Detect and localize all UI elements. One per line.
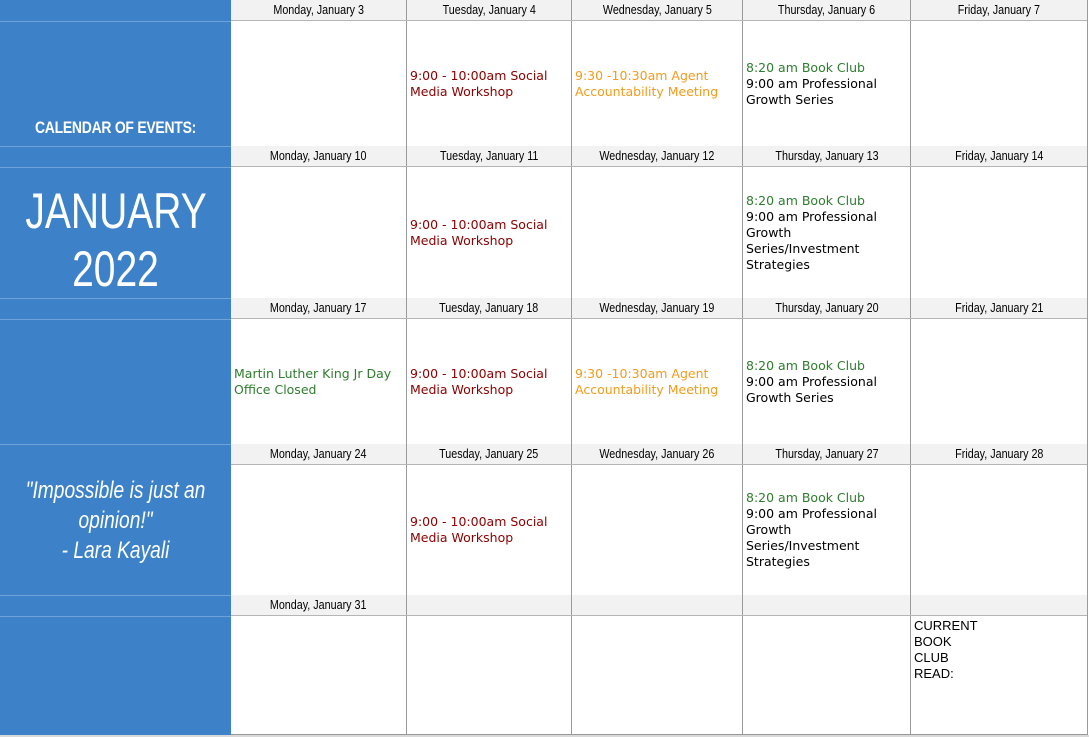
sidebar-row-divider — [0, 444, 231, 445]
day-header-tuesday — [407, 298, 572, 318]
day-cell-friday[interactable] — [911, 21, 1087, 146]
event-entry: 8:20 am Book Club — [746, 192, 865, 208]
week-header-row — [231, 444, 1087, 465]
day-cell-thursday[interactable] — [743, 167, 911, 298]
week-body-row — [231, 465, 1087, 596]
day-header-thursday — [743, 298, 911, 318]
sidebar-row-divider — [0, 595, 231, 596]
week-header-row — [231, 298, 1087, 319]
day-header-monday — [231, 444, 407, 464]
day-header-wednesday — [572, 298, 743, 318]
day-cell-tuesday[interactable] — [407, 319, 572, 444]
quote-line-1: "Impossible is just an — [25, 477, 206, 504]
sidebar-row-divider — [0, 319, 231, 320]
day-header-tuesday — [407, 444, 572, 464]
day-cell-monday[interactable] — [231, 465, 407, 595]
day-header-monday — [231, 298, 407, 318]
week-header-row — [231, 595, 1087, 616]
event-entry: Martin Luther King Jr Day Office Closed — [234, 365, 392, 397]
day-cell-wednesday[interactable] — [572, 21, 743, 146]
day-cell-tuesday[interactable] — [407, 465, 572, 595]
day-header-tuesday — [407, 0, 572, 20]
day-cell-wednesday[interactable] — [572, 616, 743, 734]
day-header-label: Tuesday, January 25 — [439, 447, 539, 461]
day-cell-monday[interactable] — [231, 616, 407, 734]
sidebar-row-divider — [0, 167, 231, 168]
day-header-label: Thursday, January 13 — [774, 149, 879, 163]
calendar-heading: CALENDAR OF EVENTS: — [34, 118, 197, 137]
event-entry: 9:30 -10:30am Agent Accountability Meeting — [575, 365, 719, 397]
event-entry: 9:00 am Professional Growth Series/Investment Strategies — [746, 208, 877, 272]
week-header-row — [231, 146, 1087, 167]
event-entry: 8:20 am Book Club — [746, 59, 865, 75]
day-cell-friday[interactable] — [911, 319, 1087, 444]
day-header-label: Tuesday, January 11 — [439, 149, 539, 163]
day-cell-monday[interactable] — [231, 21, 407, 146]
day-header-wednesday — [572, 0, 743, 20]
event-entry: 8:20 am Book Club — [746, 357, 865, 373]
day-cell-tuesday[interactable] — [407, 21, 572, 146]
quote-line-2: opinion!" — [78, 507, 153, 534]
day-cell-monday[interactable] — [231, 167, 407, 298]
day-header-thursday — [743, 444, 911, 464]
sidebar-panel — [0, 0, 231, 735]
day-header-label: Monday, January 3 — [273, 3, 364, 17]
day-header-label: Friday, January 14 — [954, 149, 1044, 163]
day-header-monday — [231, 595, 407, 615]
event-entry: 9:00 - 10:00am Social Media Workshop — [410, 514, 548, 545]
day-header-monday — [231, 146, 407, 166]
day-header-wednesday — [572, 444, 743, 464]
day-header-monday — [231, 0, 407, 20]
day-header-tuesday — [407, 146, 572, 166]
event-entry: 8:20 am Book Club — [746, 490, 865, 505]
event-entry: 9:30 -10:30am Agent Accountability Meeting — [575, 67, 719, 99]
day-cell-friday[interactable] — [911, 167, 1087, 298]
sidebar-row-divider — [0, 298, 231, 299]
day-header-wednesday — [572, 146, 743, 166]
week-body-row — [231, 319, 1087, 445]
day-cell-thursday[interactable] — [743, 616, 911, 734]
day-cell-thursday[interactable] — [743, 319, 911, 444]
event-entry: 9:00 am Professional Growth Series — [746, 75, 877, 107]
day-cell-monday[interactable] — [231, 319, 407, 444]
day-cell-friday[interactable] — [911, 616, 1087, 734]
day-cell-tuesday[interactable] — [407, 616, 572, 734]
day-header-label: Thursday, January 27 — [774, 447, 879, 461]
day-header-label: Thursday, January 6 — [777, 3, 876, 17]
event-entry: 9:00 - 10:00am Social Media Workshop — [410, 216, 548, 248]
day-cell-thursday[interactable] — [743, 21, 911, 146]
day-cell-friday[interactable] — [911, 465, 1087, 595]
day-header-label: Monday, January 24 — [270, 447, 367, 461]
day-header-wednesday — [572, 595, 743, 615]
day-header-label: Wednesday, January 26 — [599, 447, 715, 461]
month-year-title — [25, 182, 205, 298]
day-header-thursday — [743, 0, 911, 20]
day-header-friday — [911, 146, 1087, 166]
day-header-thursday — [743, 146, 911, 166]
day-header-friday — [911, 444, 1087, 464]
day-header-label: Monday, January 17 — [270, 301, 367, 315]
day-header-label: Friday, January 21 — [954, 301, 1044, 315]
day-header-label: Tuesday, January 18 — [439, 301, 539, 315]
day-header-label: Monday, January 10 — [270, 149, 367, 163]
event-entry: 9:00 am Professional Growth Series/Investment Strategies — [746, 506, 877, 569]
day-header-friday — [911, 0, 1087, 20]
day-cell-wednesday[interactable] — [572, 319, 743, 444]
month-label: JANUARY — [25, 183, 207, 239]
week-body-row — [231, 616, 1087, 735]
year-label: 2022 — [72, 241, 159, 297]
day-header-label: Wednesday, January 19 — [599, 301, 715, 315]
day-cell-wednesday[interactable] — [572, 167, 743, 298]
sidebar-row-divider — [0, 616, 231, 617]
day-header-friday — [911, 298, 1087, 318]
sidebar-row-divider — [0, 146, 231, 147]
day-header-label: Tuesday, January 4 — [442, 3, 536, 17]
event-entry: 9:00 am Professional Growth Series — [746, 373, 877, 405]
book-club-read-label: CURRENT BOOK CLUB READ: — [914, 618, 978, 681]
event-entry: 9:00 - 10:00am Social Media Workshop — [410, 365, 548, 397]
day-header-tuesday — [407, 595, 572, 615]
week-header-row — [231, 0, 1087, 21]
sidebar-row-divider — [0, 21, 231, 22]
quote-author: - Lara Kayali — [61, 537, 170, 564]
week-body-row — [231, 21, 1087, 147]
day-header-thursday — [743, 595, 911, 615]
day-header-friday — [911, 595, 1087, 615]
day-header-label: Wednesday, January 12 — [599, 149, 715, 163]
day-header-label: Wednesday, January 5 — [602, 3, 712, 17]
day-header-label: Friday, January 7 — [957, 3, 1041, 17]
week-body-row — [231, 167, 1087, 299]
event-entry: 9:00 - 10:00am Social Media Workshop — [410, 67, 548, 99]
day-header-label: Friday, January 28 — [954, 447, 1044, 461]
day-header-label: Thursday, January 20 — [774, 301, 879, 315]
day-header-label: Monday, January 31 — [270, 598, 367, 612]
day-cell-wednesday[interactable] — [572, 465, 743, 595]
motivational-quote — [23, 476, 208, 566]
calendar-grid — [231, 0, 1088, 735]
day-cell-thursday[interactable] — [743, 465, 911, 595]
day-cell-tuesday[interactable] — [407, 167, 572, 298]
